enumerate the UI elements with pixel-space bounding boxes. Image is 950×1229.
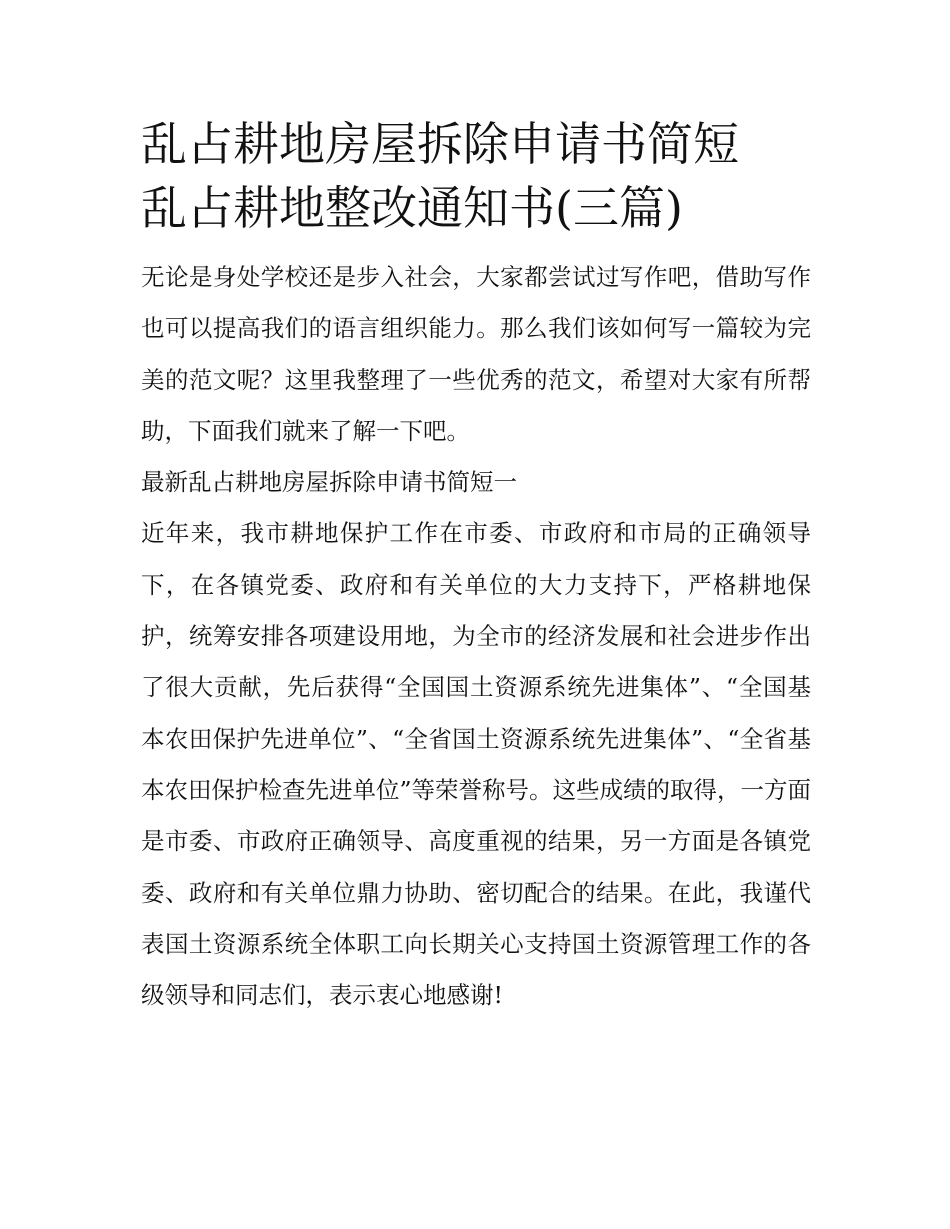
title-line-2: 乱占耕地整改通知书(三篇)	[141, 181, 683, 235]
document-title	[141, 112, 811, 240]
section-heading: 最新乱占耕地房屋拆除申请书简短一	[141, 468, 517, 497]
title-line-1: 乱占耕地房屋拆除申请书简短	[141, 117, 739, 171]
intro-paragraph: 无论是身处学校还是步入社会，大家都尝试过写作吧，借助写作也可以提高我们的语言组织能力。那么我们该如何写一篇较为完美的范文呢？这里我整理了一些优秀的范文，希望对大家有所帮助，下面我们就来了解一下吧。	[141, 263, 811, 445]
document-page	[141, 112, 811, 1021]
body-paragraph: 近年来，我市耕地保护工作在市委、市政府和市局的正确领导下，在各镇党委、政府和有关单位的大力支持下，严格耕地保护，统筹安排各项建设用地，为全市的经济发展和社会进步作出了很大贡献，先后获得“全国国土资源系统先进集体”、“全国基本农田保护先进单位”、“全省国土资源系统先进集体”、“全省基本农田保护检查先进单位”等荣誉称号。这些成绩的取得，一方面是市委、市政府正确领导、高度重视的结果，另一方面是各镇党委、政府和有关单位鼎力协助、密切配合的结果。在此，我谨代表国土资源系统全体职工向长期关心支持国土资源管理工作的各级领导和同志们，表示衷心地感谢!	[141, 519, 812, 1010]
